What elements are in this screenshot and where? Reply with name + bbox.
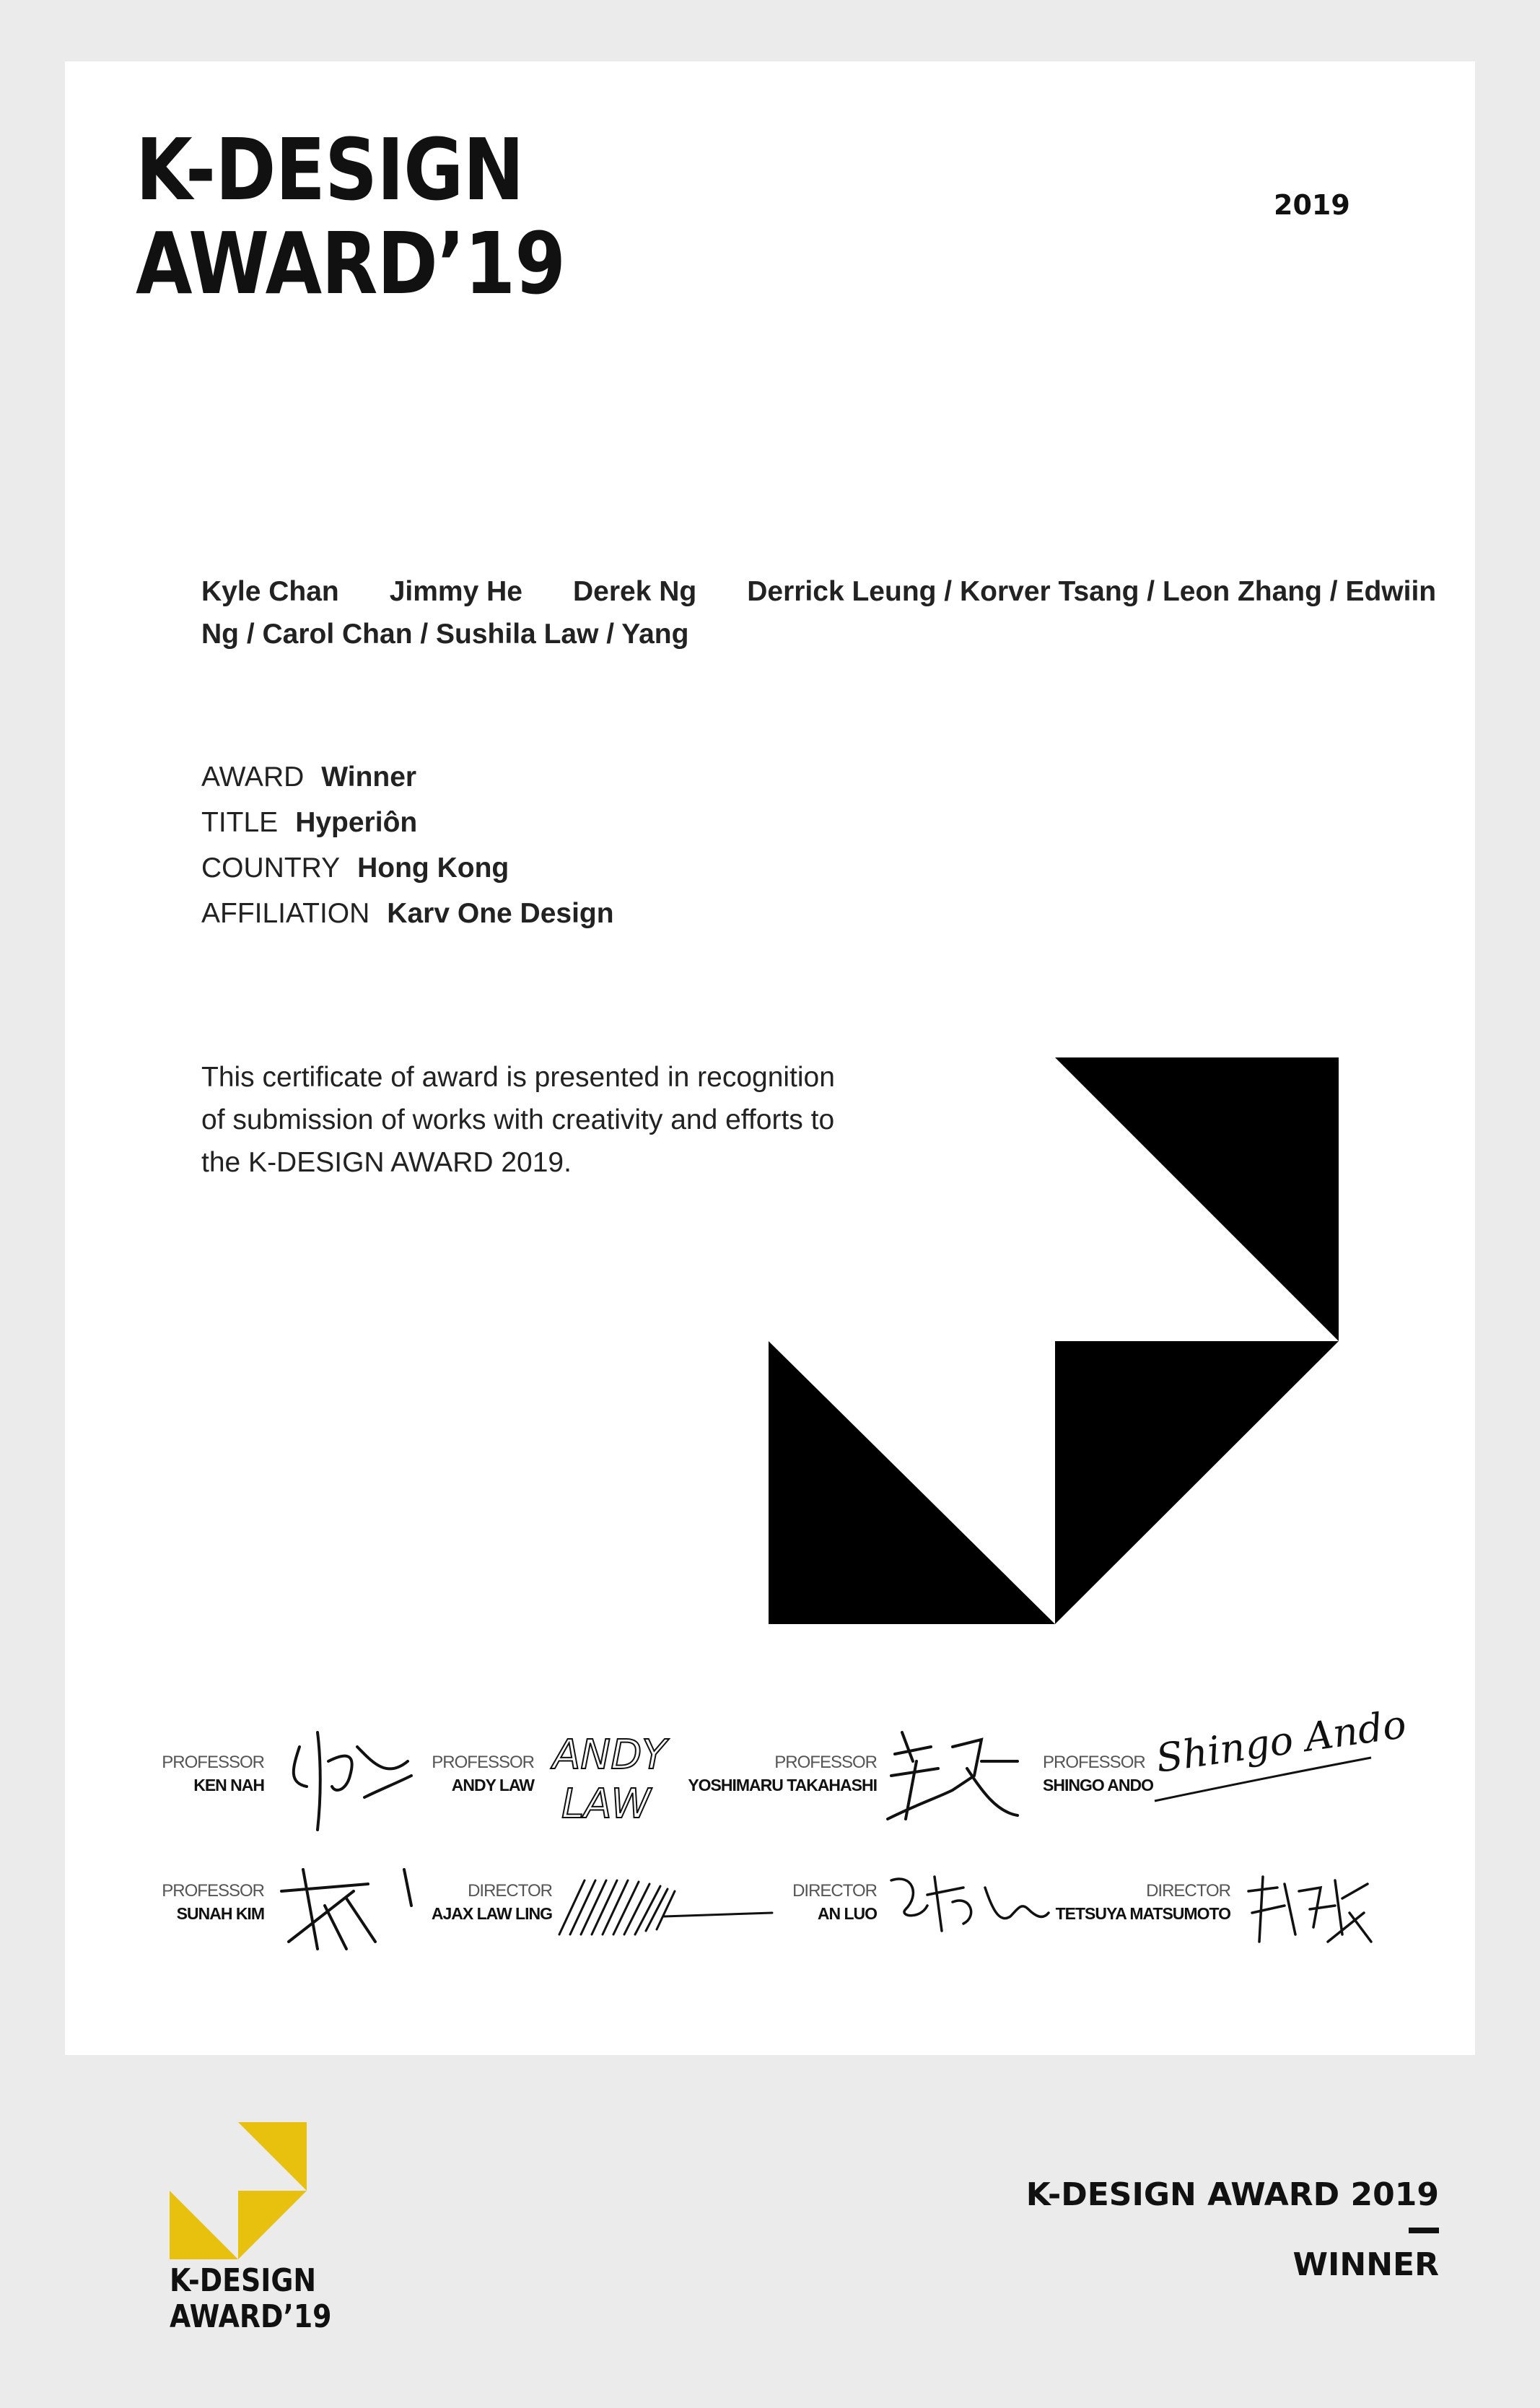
affiliation-value: Karv One Design bbox=[387, 898, 614, 929]
signature-mark bbox=[278, 1718, 415, 1833]
certificate-year: 2019 bbox=[1274, 189, 1350, 221]
signature-mark bbox=[1241, 1870, 1375, 1953]
country-value: Hong Kong bbox=[357, 852, 509, 884]
designer-name: Jimmy He bbox=[389, 576, 522, 607]
signatory: PROFESSOR SHINGO ANDO bbox=[1043, 1753, 1153, 1794]
country-row bbox=[201, 845, 614, 891]
designer-name: Derek Ng bbox=[572, 576, 697, 607]
signatory: DIRECTOR TETSUYA MATSUMOTO bbox=[1055, 1881, 1230, 1923]
signature-mark bbox=[1151, 1701, 1409, 1815]
footer-award-line: K-DESIGN AWARD 2019 bbox=[1025, 2176, 1439, 2213]
affiliation-row bbox=[201, 891, 614, 936]
signatory: DIRECTOR AN LUO bbox=[792, 1881, 877, 1923]
signatory: PROFESSOR YOSHIMARU TAKAHASHI bbox=[688, 1753, 877, 1794]
signatory: DIRECTOR AJAX LAW LING bbox=[431, 1881, 552, 1923]
footer-status: WINNER bbox=[1292, 2246, 1439, 2283]
footer-divider bbox=[1409, 2228, 1439, 2233]
signatory: PROFESSOR SUNAH KIM bbox=[162, 1881, 264, 1923]
signatory: PROFESSOR KEN NAH bbox=[162, 1753, 264, 1794]
svg-text:LAW: LAW bbox=[561, 1781, 651, 1828]
title-label: TITLE bbox=[201, 807, 279, 838]
affiliation-label: AFFILIATION bbox=[201, 898, 370, 929]
award-row bbox=[201, 754, 614, 800]
k-design-logo-icon bbox=[170, 2122, 307, 2259]
award-details bbox=[201, 754, 614, 936]
certificate-statement: This certificate of award is presented in recognition of submission of works with creativity and efforts to the K-DESIGN AWARD 2019. bbox=[201, 1062, 835, 1178]
signature-mark bbox=[873, 1718, 1025, 1826]
svg-text:Shingo Ando: Shingo Ando bbox=[1153, 1701, 1409, 1781]
title-value: Hyperiôn bbox=[295, 807, 418, 838]
logo-line-2: AWARD’19 bbox=[136, 214, 566, 313]
certificate-logo-wordmark bbox=[136, 120, 566, 313]
signature-mark bbox=[548, 1725, 678, 1826]
award-value: Winner bbox=[321, 762, 417, 793]
footer-logo-line-1: K-DESIGN bbox=[170, 2262, 317, 2299]
footer-logo-line-2: AWARD’19 bbox=[170, 2298, 332, 2335]
signature-mark bbox=[556, 1873, 776, 1945]
award-label: AWARD bbox=[201, 762, 305, 793]
footer-award-info bbox=[1026, 2176, 1439, 2283]
country-label: COUNTRY bbox=[201, 852, 341, 884]
logo-line-1: K-DESIGN bbox=[136, 120, 524, 219]
designer-name: Kyle Chan bbox=[201, 576, 339, 607]
signature-mark bbox=[884, 1866, 1050, 1945]
signature-mark bbox=[274, 1862, 419, 1956]
designer-name: Derrick Leung / Korver Tsang / Leon Zhang / Edwiin Ng / Carol Chan / Sushila Law / Yang bbox=[201, 576, 1437, 650]
designer-names bbox=[201, 570, 1471, 655]
k-design-mark-icon bbox=[769, 1057, 1339, 1624]
title-row bbox=[201, 800, 614, 845]
svg-text:ANDY: ANDY bbox=[553, 1732, 667, 1779]
signatory: PROFESSOR ANDY LAW bbox=[432, 1753, 534, 1794]
footer-logo-wordmark bbox=[170, 2263, 332, 2335]
